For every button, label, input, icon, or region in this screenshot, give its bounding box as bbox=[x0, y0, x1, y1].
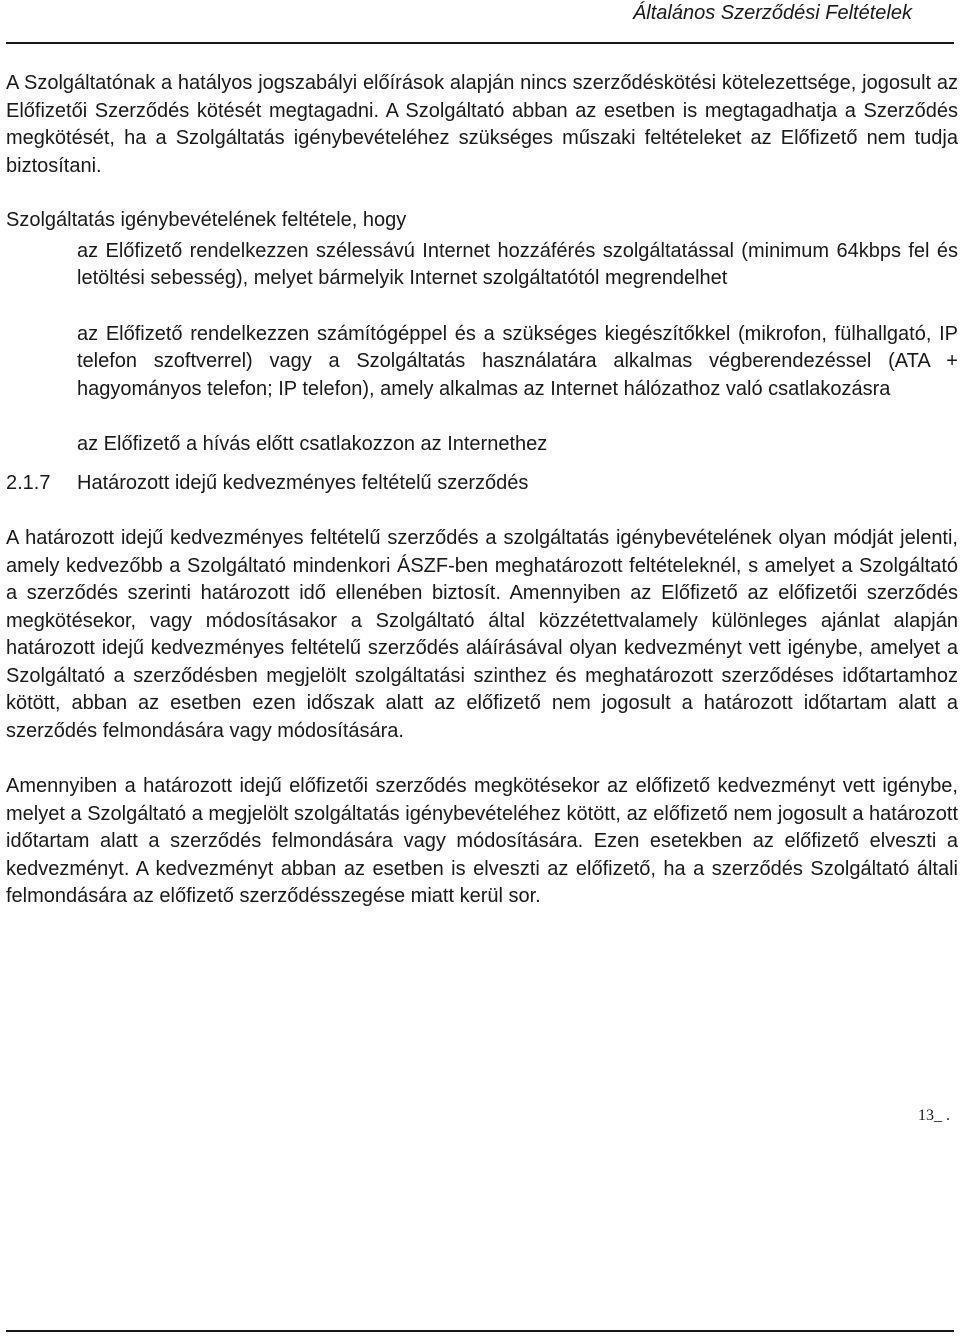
page-number: 13_ . bbox=[918, 1107, 950, 1124]
section-heading bbox=[6, 470, 958, 498]
condition-item-internet-connection: az Előfizető a hívás előtt csatlakozzon az Internethez bbox=[77, 433, 548, 455]
document-body bbox=[6, 70, 958, 911]
condition-item-equipment: az Előfizető rendelkezzen számítógéppel és a szükséges kiegészítőkkel (mikrofon, fülhallgató, IP telefon szoftverrel) vagy a Szolgáltatás használatára alkalmas végberendezéssel (ATA + hagyományos telefon; IP telefon), amely alkalmas az Internet hálózathoz való csatlakozásra bbox=[77, 322, 958, 400]
paragraph-service-conditions: Szolgáltatás igénybevételének feltétele, hogy bbox=[6, 209, 407, 231]
document-header-title: Általános Szerződési Feltételek bbox=[632, 2, 912, 24]
header-divider bbox=[6, 42, 954, 44]
footer-divider bbox=[6, 1330, 954, 1332]
paragraph-fixed-term-definition: A határozott idejű kedvezményes feltételű szerződés a szolgáltatás igénybevételének olyan módját jelenti, amely kedvezőbb a Szolgáltató mindenkori ÁSZF-ben meghatározott feltételeknél, s amelyet a Szolgáltató a szerződés szerinti határozott idő ellenében biztosít. Amennyiben az Előfizető az előfizetői szerződés megkötésekor, vagy módosításakor a Szolgáltató által közzétettvalamely különleges ajánlat alapján határozott idejű kedvezményes feltételű szerződés aláírásával olyan kedvezményt vett igénybe, amelyet a Szolgáltató a szerződésben megjelölt szolgáltatási szinthez és meghatározott szerződéses időtartamhoz kötött, abban az esetben ezen időszak alatt az előfizető nem jogosult a határozott időtartam alatt a szerződés felmondására vagy módosítására. bbox=[6, 527, 958, 742]
paragraph-discount-loss: Amennyiben a határozott idejű előfizetői szerződés megkötésekor az előfizető kedvezményt vett igénybe, melyet a Szolgáltató a megjelölt szolgáltatás igénybevételéhez kötött, az előfizető nem jogosult a határozott időtartam alatt a szerződés felmondására vagy módosítására. Ezen esetekben az előfizető elveszti a kedvezményt. A kedvezményt abban az esetben is elveszti az előfizető, ha a szerződés Szolgáltató általi felmondására az előfizető szerződésszegése miatt kerül sor. bbox=[6, 775, 958, 907]
section-title: Határozott idejű kedvezményes feltételű szerződés bbox=[77, 471, 529, 494]
paragraph-contract-refusal: A Szolgáltatónak a hatályos jogszabályi előírások alapján nincs szerződéskötési kötelezettsége, jogosult az Előfizetői Szerződés kötését megtagadni. A Szolgáltató abban az esetben is megtagadhatja a Szerződés megkötését, ha a Szolgáltatás igénybevételéhez szükséges műszaki feltételeket az Előfizető nem tudja biztosítani. bbox=[6, 72, 958, 177]
section-number: 2.1.7 bbox=[6, 471, 51, 494]
condition-item-broadband: az Előfizető rendelkezzen szélessávú Internet hozzáférés szolgáltatással (minimum 64kbps fel és letöltési sebesség), melyet bármelyik Internet szolgáltatótól megrendelhet bbox=[77, 239, 958, 289]
